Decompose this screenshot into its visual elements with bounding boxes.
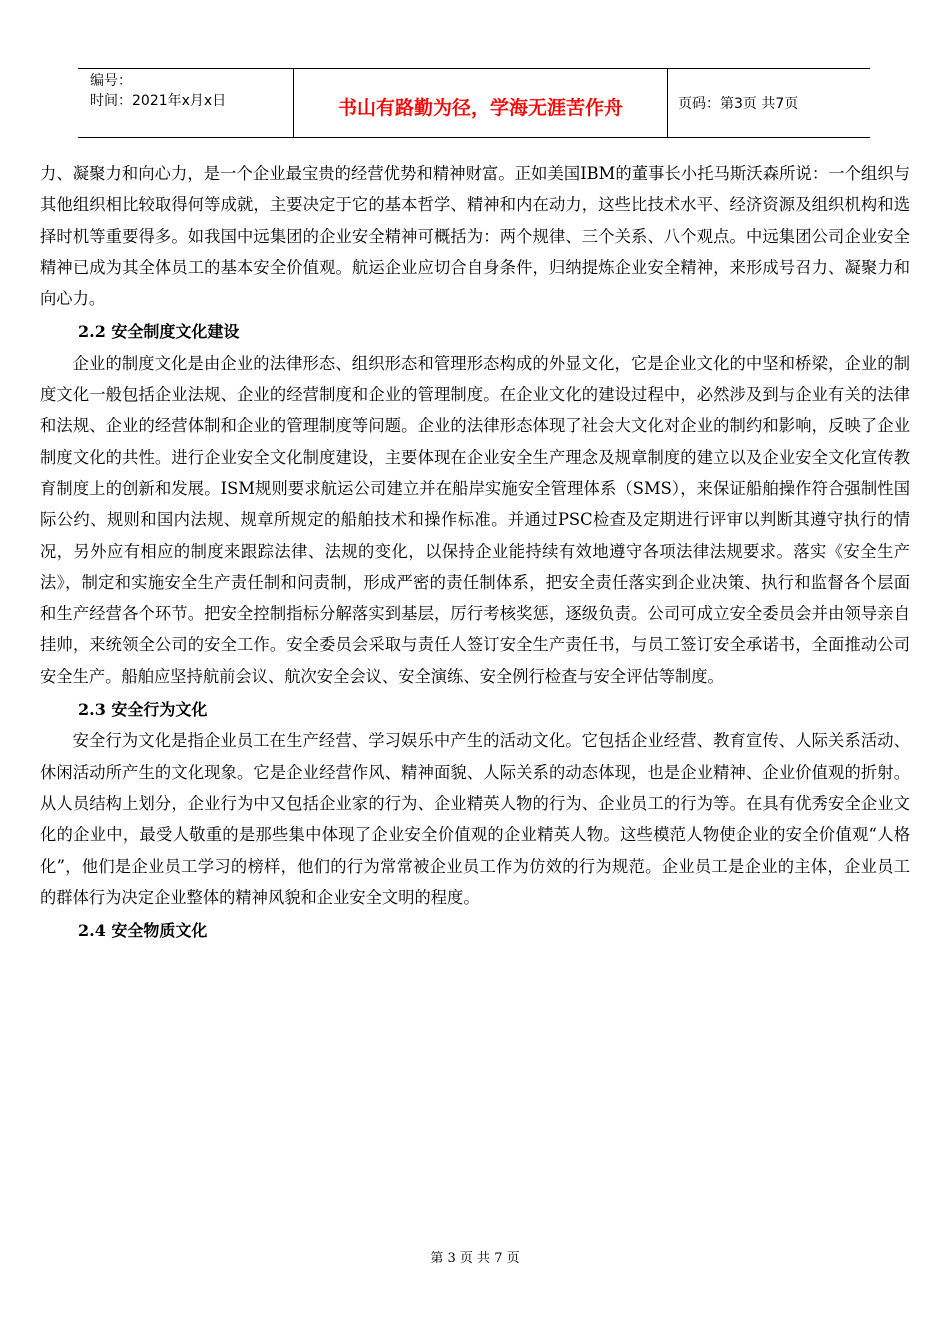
section-heading-2-2: 2.2 安全制度文化建设 — [78, 322, 240, 342]
section-heading-2-4: 2.4 安全物质文化 — [78, 921, 208, 941]
header-number-label: 编号： — [90, 73, 132, 89]
paragraph-2-2: 企业的制度文化是由企业的法律形态、组织形态和管理形态构成的外显文化，它是企业文化的中坚和桥梁，企业的制度文化一般包括企业法规、企业的经营制度和企业的管理制度。在企业文化的建设过程中，必然涉及到与企业有关的法律和法规、企业的经营体制和企业的管理制度等问题。企业的法律形态体现了社会大文化对企业的制约和影响，反映了企业制度文化的共性。进行企业安全文化制度建设，主要体现在企业安全生产理念及规章制度的建立以及企业安全文化宣传教育制度上的创新和发展。ISM规则要求航运公司建立并在船岸实施安全管理体系（SMS），来保证船舶操作符合强制性国际公约、规则和国内法规、规章所规定的船舶技术和操作标准。并通过PSC检查及定期进行评审以判断其遵守执行的情况，另外应有相应的制度来跟踪法律、法规的变化，以保持企业能持续有效地遵守各项法律法规要求。落实《安全生产法》，制定和实施安全生产责任制和问责制，形成严密的责任制体系，把安全责任落实到企业决策、执行和监督各个层面和生产经营各个环节。把安全控制指标分解落实到基层，厉行考核奖惩，逐级负责。公司可成立安全委员会并由领导亲自挂帅，来统领全公司的安全工作。安全委员会采取与责任人签订安全生产责任书，与员工签订安全承诺书，全面推动公司安全生产。船舶应坚持航前会议、航次安全会议、安全演练、安全例行检查与安全评估等制度。 — [40, 353, 910, 686]
header-time-label: 时间：2021年x月x日 — [90, 93, 227, 109]
header-left-cell — [78, 69, 294, 138]
header-motto: 书山有路勤为径，学海无涯苦作舟 — [294, 69, 668, 138]
section-heading-2-3: 2.3 安全行为文化 — [78, 700, 208, 720]
document-body — [40, 158, 910, 946]
page-footer: 第 3 页 共 7 页 — [430, 1251, 520, 1266]
paragraph-2-3: 安全行为文化是指企业员工在生产经营、学习娱乐中产生的活动文化。它包括企业经营、教育宣传、人际关系活动、休闲活动所产生的文化现象。它是企业经营作风、精神面貌、人际关系的动态体现，也是企业精神、企业价值观的折射。从人员结构上划分，企业行为中又包括企业家的行为、企业精英人物的行为、企业员工的行为等。在具有优秀安全企业文化的企业中，最受人敬重的是那些集中体现了企业安全价值观的企业精英人物。这些模范人物使企业的安全价值观“人格化”，他们是企业员工学习的榜样，他们的行为常常被企业员工作为仿效的行为规范。企业员工是企业的主体，企业员工的群体行为决定企业整体的精神风貌和企业安全文明的程度。 — [40, 731, 910, 907]
header-page-info: 页码：第3页 共7页 — [668, 69, 871, 138]
paragraph-continued: 力、凝聚力和向心力，是一个企业最宝贵的经营优势和精神财富。正如美国IBM的董事长小托马斯沃森所说：一个组织与其他组织相比较取得何等成就，主要决定于它的基本哲学、精神和内在动力，这些比技术水平、经济资源及组织机构和选择时机等重要得多。如我国中远集团的企业安全精神可概括为：两个规律、三个关系、八个观点。中远集团公司企业安全精神已成为其全体员工的基本安全价值观。航运企业应切合自身条件，归纳提炼企业安全精神，来形成号召力、凝聚力和向心力。 — [40, 164, 910, 309]
document-header — [78, 68, 870, 138]
